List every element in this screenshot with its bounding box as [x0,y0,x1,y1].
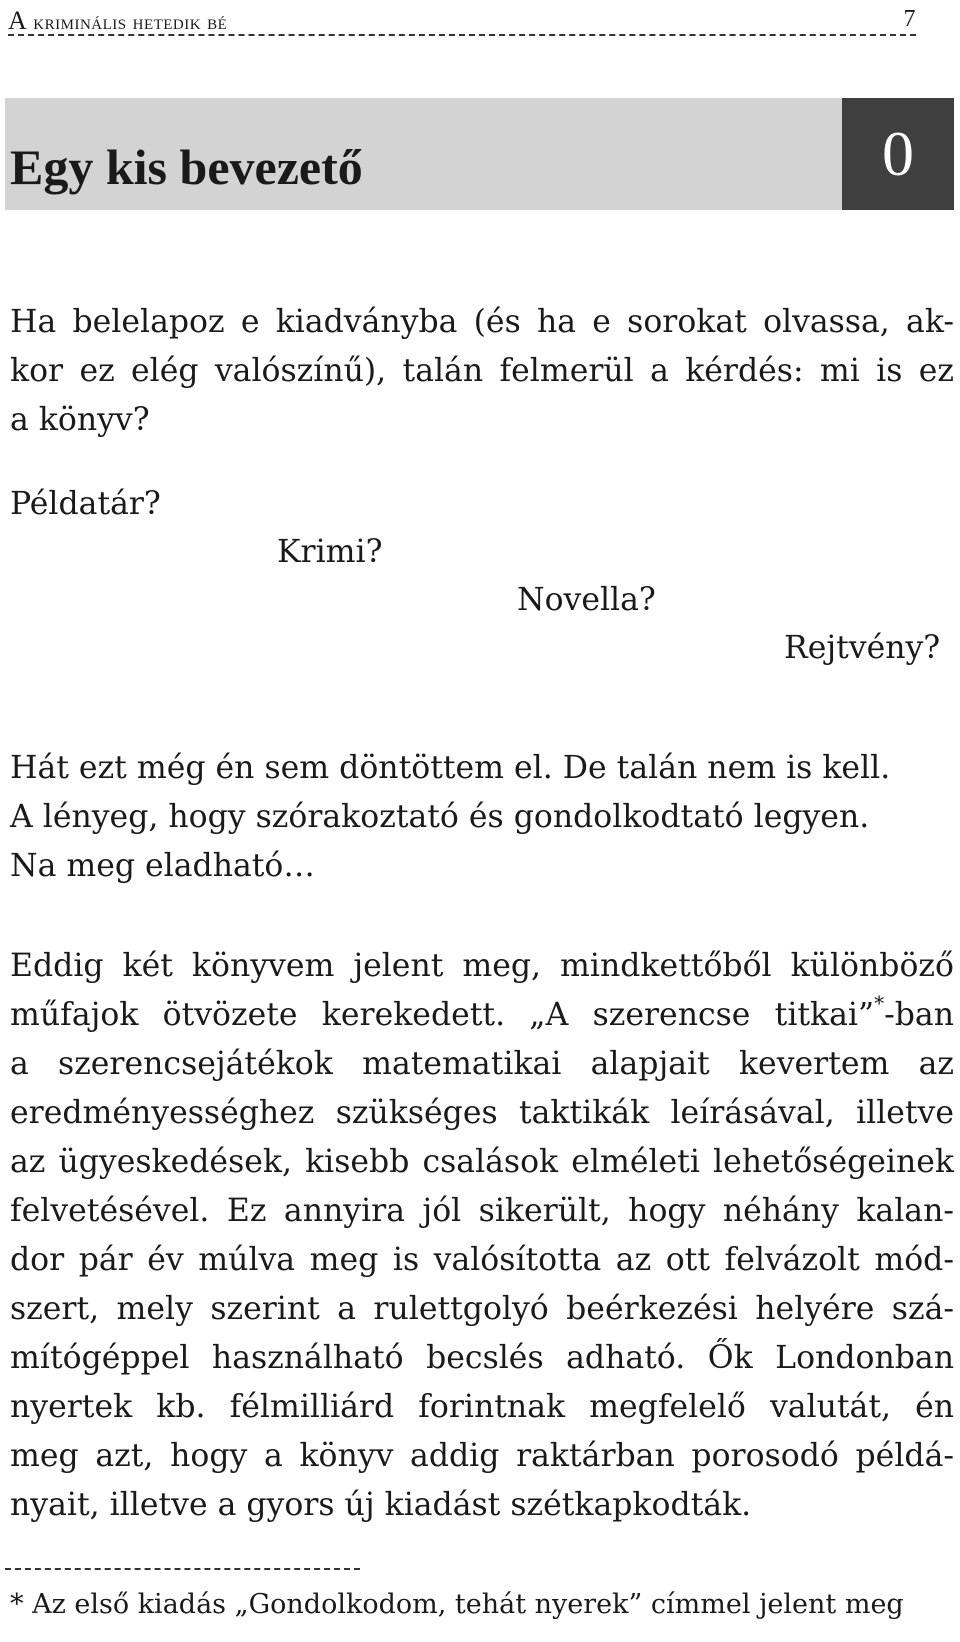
genre-item: Példatár? [10,486,161,522]
footnote-divider [5,1568,360,1570]
paragraph-decision [10,744,954,891]
text-line-with-footnote [10,991,954,1040]
text-line: nyait, illetve a gyors új kiadást szétkapkodták. [10,1487,752,1523]
text-line: felvetésével. Ez annyira jól sikerült, hogy néhány kalan- [10,1193,954,1229]
text-line: meg azt, hogy a könyv addig raktárban porosodó példá- [10,1438,954,1474]
text-line: Na meg eladható… [10,848,315,884]
footnote: * Az első kiadás „Gondolkodom, tehát nyerek” címmel jelent meg [10,1589,904,1620]
text-line: a szerencsejátékok matematikai alapjait kevertem az [10,1046,954,1082]
text-line: szert, mely szerint a rulettgolyó beérkezési helyére szá- [10,1291,954,1327]
text-line: Eddig két könyvem jelent meg, mindkettőből különböző [10,948,954,984]
genre-item: Krimi? [277,534,383,570]
text-line: nyertek kb. félmilliárd forintnak megfelelő valutát, én [10,1389,954,1425]
paragraph-intro [10,298,954,445]
paragraph-books [10,942,954,1530]
running-head-rest: kriminális hetedik bé [27,9,228,34]
text-segment: -ban [884,997,954,1033]
text-line: Hát ezt még én sem döntöttem el. De talán nem is kell. [10,750,891,786]
text-line: dor pár év múlva meg is valósította az ott felvázolt mód- [10,1242,954,1278]
text-line: mítógéppel használható becslés adható. Ők Londonban [10,1340,954,1376]
footnote-marker: * [874,990,885,1015]
genre-item: Rejtvény? [784,630,941,666]
page-number: 7 [903,6,916,32]
running-head [8,4,916,36]
running-head-initial: A [8,6,28,35]
text-line: Ha belelapoz e kiadványba (és ha e sorokat olvassa, ak- [10,304,954,340]
chapter-title: Egy kis bevezető [10,139,363,195]
text-segment: műfajok ötvözete kerekedett. „A szerencse titkai” [10,997,875,1033]
text-line: eredményességhez szükséges taktikák leírásával, illetve [10,1095,954,1131]
text-line: az ügyeskedések, kisebb csalások elméleti lehetőségeinek [10,1144,954,1180]
text-line: kor ez elég valószínű), talán felmerül a kérdés: mi is ez [10,353,954,389]
genre-item: Novella? [517,582,656,618]
running-head-title [8,6,227,36]
text-line: A lényeg, hogy szórakoztató és gondolkodtató legyen. [10,799,870,835]
text-line: a könyv? [10,402,150,438]
chapter-number: 0 [842,98,954,210]
